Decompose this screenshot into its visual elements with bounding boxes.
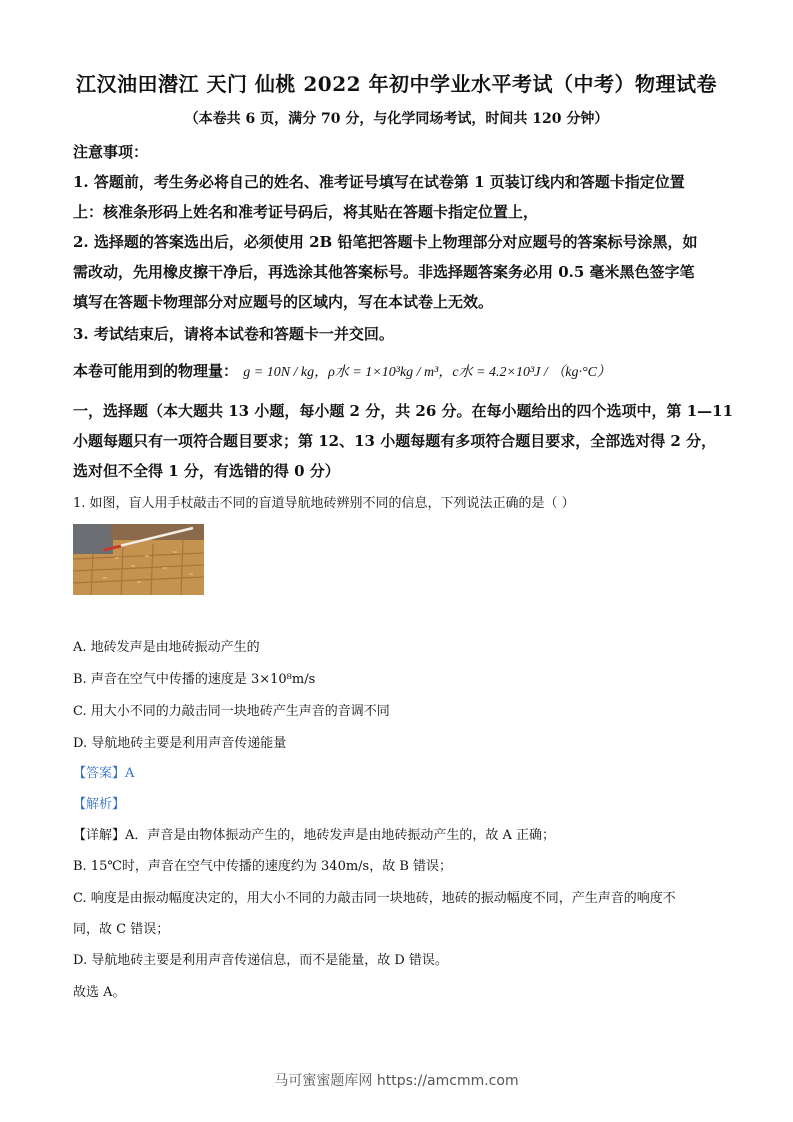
section-instructions: 一，选择题（本大题共 13 小题，每小题 2 分，共 26 分。在每小题给出的四个选项中，第 1—11 [73,402,734,420]
analysis-line: B. 15℃时，声音在空气中传播的速度约为 340m/s，故 B 错误； [73,859,453,874]
option-c: C. 用大小不同的力敲击同一块地砖产生声音的音调不同 [73,704,390,719]
notes-line: 需改动，先用橡皮擦干净后，再选涂其他答案标号。非选择题答案务必用 0.5 毫米黑色签字笔 [73,263,695,281]
constants-formula: g = 10N / kg，ρ水 = 1×10³kg / m³，c水 = 4.2×10³J / （kg·°C） [243,365,611,380]
option-b: B. 声音在空气中传播的速度是 3×10⁸m/s [73,672,316,687]
notes-heading: 注意事项： [73,143,149,161]
answer-label: 【答案】A [73,766,135,781]
analysis-label: 【解析】 [73,797,126,812]
constants-line [73,355,733,389]
option-a: A. 地砖发声是由地砖振动产生的 [73,640,260,655]
footer-watermark: 马可蜜蜜题库网 https://amcmm.com [274,1073,519,1089]
analysis-line: 故选 A。 [73,985,126,1000]
section-instructions: 选对但不全得 1 分，有选错的得 0 分） [73,462,340,480]
notes-line: 填写在答题卡物理部分对应题号的区域内，写在本试卷上无效。 [73,293,494,311]
exam-subtitle: （本卷共 6 页，满分 70 分，与化学同场考试，时间共 120 分钟） [184,111,609,127]
notes-line: 上：核准条形码上姓名和准考证号码后，将其贴在答题卡指定位置上， [73,203,539,221]
option-d: D. 导航地砖主要是利用声音传递能量 [73,736,287,751]
notes-line: 1. 答题前，考生务必将自己的姓名、准考证号填写在试卷第 1 页装订线内和答题卡指定位置 [73,173,685,191]
exam-title: 江汉油田潜江 天门 仙桃 2022 年初中学业水平考试（中考）物理试卷 [75,72,717,96]
notes-line: 2. 选择题的答案选出后，必须使用 2B 铅笔把答题卡上物理部分对应题号的答案标号涂黑，如 [73,233,698,251]
analysis-line: D. 导航地砖主要是利用声音传递信息，而不是能量，故 D 错误。 [73,953,448,968]
analysis-line: 同，故 C 错误； [73,922,170,937]
analysis-line: C. 响度是由振动幅度决定的，用大小不同的力敲击同一块地砖，地砖的振动幅度不同，产生声音的响度不 [73,891,676,906]
question-stem: 1. 如图，盲人用手杖敲击不同的盲道导航地砖辨别不同的信息，下列说法正确的是（ ） [73,496,575,511]
tactile-paving-photo [73,524,204,595]
tactile-paving-image [73,524,204,595]
section-instructions: 小题每题只有一项符合题目要求；第 12、13 小题每题有多项符合题目要求，全部选对得 2 分， [73,432,717,450]
analysis-line: 【详解】A．声音是由物体振动产生的，地砖发声是由地砖振动产生的，故 A 正确； [73,828,556,843]
constants-label: 本卷可能用到的物理量： [73,362,239,380]
notes-line: 3. 考试结束后，请将本试卷和答题卡一并交回。 [73,325,394,343]
